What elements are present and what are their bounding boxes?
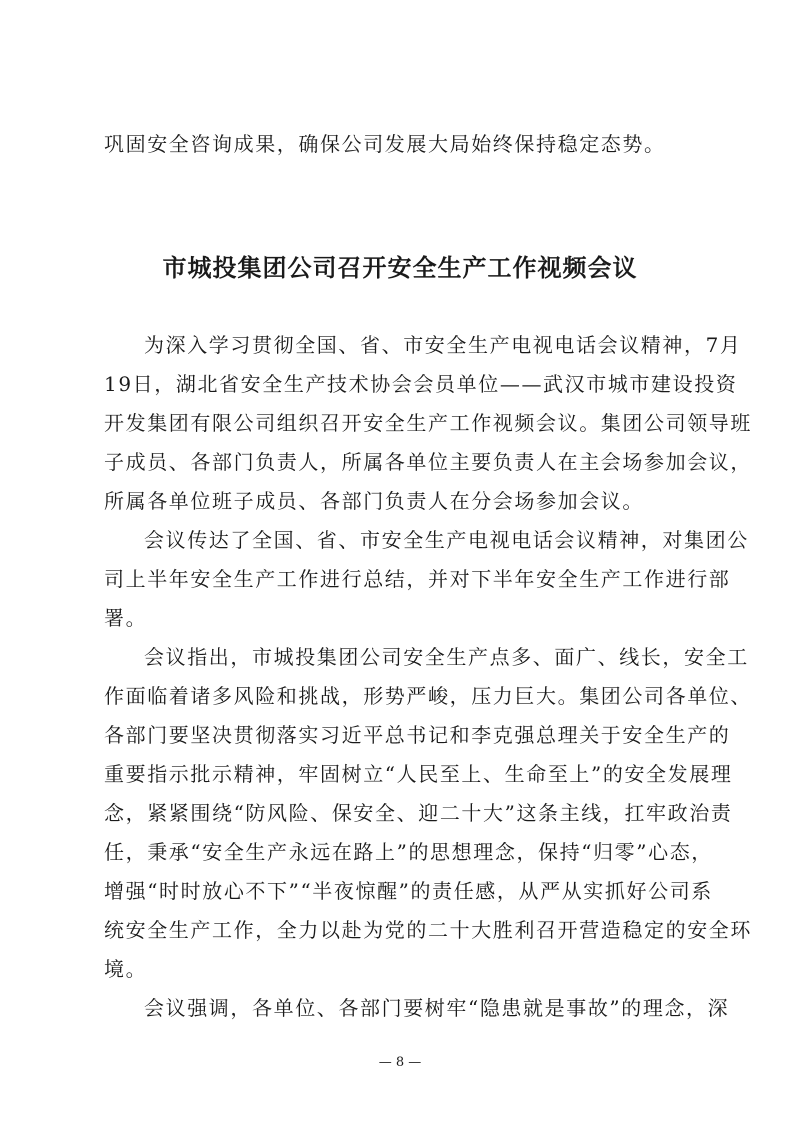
paragraph-3-line-9: 境。 <box>104 957 148 981</box>
paragraph-3-line-3: 各部门要坚决贯彻落实习近平总书记和李克强总理关于安全生产的 <box>104 723 731 747</box>
paragraph-1-line-5: 所属各单位班子成员、各部门负责人在分会场参加会议。 <box>104 489 644 513</box>
paragraph-4-line-1: 会议强调，各单位、各部门要树牢“隐患就是事故”的理念，深 <box>144 996 730 1020</box>
paragraph-1-line-1: 为深入学习贯彻全国、省、市安全生产电视电话会议精神，7月 <box>144 333 742 357</box>
paragraph-2-line-3: 署。 <box>104 606 148 630</box>
paragraph-1-line-2: 19日，湖北省安全生产技术协会会员单位——武汉市城市建设投资 <box>104 372 738 396</box>
paragraph-3-line-6: 任，秉承“安全生产永远在路上”的思想理念，保持“归零”心态， <box>104 840 713 864</box>
paragraph-2-line-1: 会议传达了全国、省、市安全生产电视电话会议精神，对集团公 <box>144 528 749 552</box>
paragraph-3-line-2: 作面临着诸多风险和挑战，形势严峻，压力巨大。集团公司各单位、 <box>104 684 752 708</box>
paragraph-3-line-4: 重要指示批示精神，牢固树立“人民至上、生命至上”的安全发展理 <box>104 762 733 786</box>
paragraph-3-line-5: 念，紧紧围绕“防风险、保安全、迎二十大”这条主线，扛牢政治责 <box>104 801 733 825</box>
page-number: — 8 — <box>378 1055 422 1070</box>
paragraph-3-line-1: 会议指出，市城投集团公司安全生产点多、面广、线长，安全工 <box>144 645 749 669</box>
paragraph-3-line-8: 统安全生产工作，全力以赴为党的二十大胜利召开营造稳定的安全环 <box>104 918 752 942</box>
paragraph-1-line-3: 开发集团有限公司组织召开安全生产工作视频会议。集团公司领导班 <box>104 411 752 435</box>
paragraph-3-line-7: 增强“时时放心不下”“半夜惊醒”的责任感，从严从实抓好公司系 <box>104 879 713 903</box>
lead-line: 巩固安全咨询成果，确保公司发展大局始终保持稳定态势。 <box>104 132 666 156</box>
paragraph-1-line-4: 子成员、各部门负责人，所属各单位主要负责人在主会场参加会议， <box>104 450 752 474</box>
article-title: 市城投集团公司召开安全生产工作视频会议 <box>162 253 638 282</box>
paragraph-2-line-2: 司上半年安全生产工作进行总结，并对下半年安全生产工作进行部 <box>104 567 731 591</box>
